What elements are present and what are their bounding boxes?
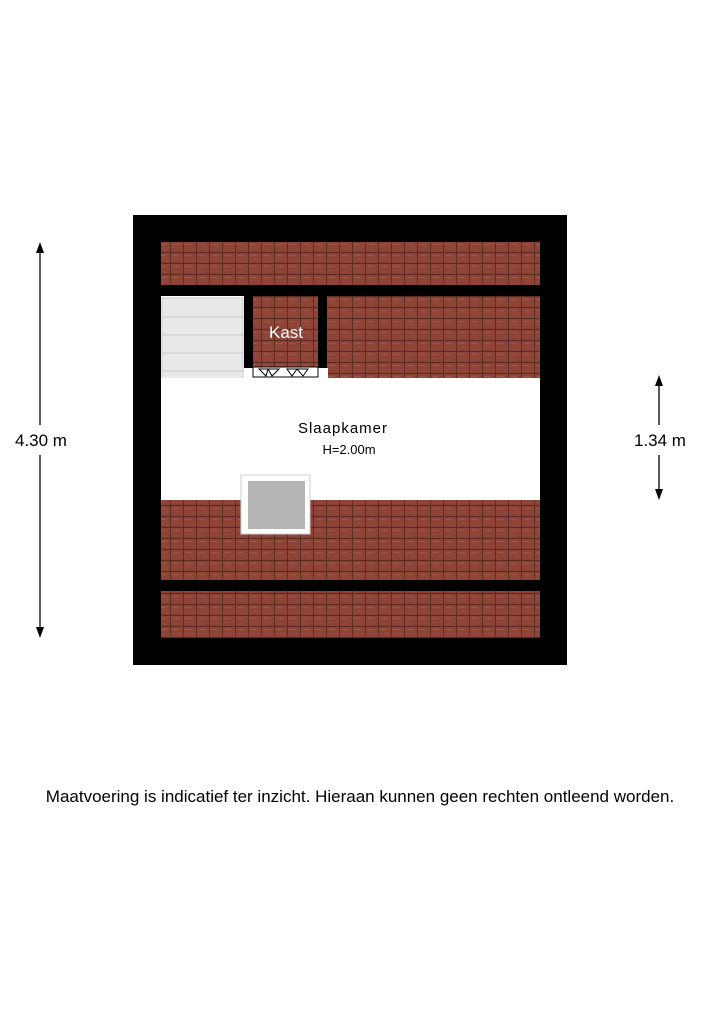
stair-step xyxy=(162,317,243,335)
arrow-down-icon xyxy=(36,627,44,638)
arrow-down-icon xyxy=(655,489,663,500)
roof-tiles-bottom xyxy=(161,591,540,638)
stair-step xyxy=(162,353,243,371)
arrow-up-icon xyxy=(36,242,44,253)
skylight-glass xyxy=(248,481,305,529)
stair-step xyxy=(162,298,243,317)
bedroom-label: Slaapkamer xyxy=(297,420,389,437)
headroom-label: 1.34 m xyxy=(634,431,686,450)
arrow-up-icon xyxy=(655,375,663,386)
stair-step xyxy=(162,335,243,353)
disclaimer-text: Maatvoering is indicatief ter inzicht. Hieraan kunnen geen rechten ontleend worden. xyxy=(45,787,675,806)
roof-tiles-right xyxy=(327,296,540,378)
closet-doors xyxy=(253,367,318,377)
bedroom-height-label: H=2.00m xyxy=(322,442,376,457)
roof-tiles-lower xyxy=(161,500,540,580)
bedroom-floor xyxy=(161,378,540,500)
closet-label: Kast xyxy=(268,323,304,342)
total-depth-label: 4.30 m xyxy=(15,431,67,450)
roof-tiles-top xyxy=(161,242,540,285)
